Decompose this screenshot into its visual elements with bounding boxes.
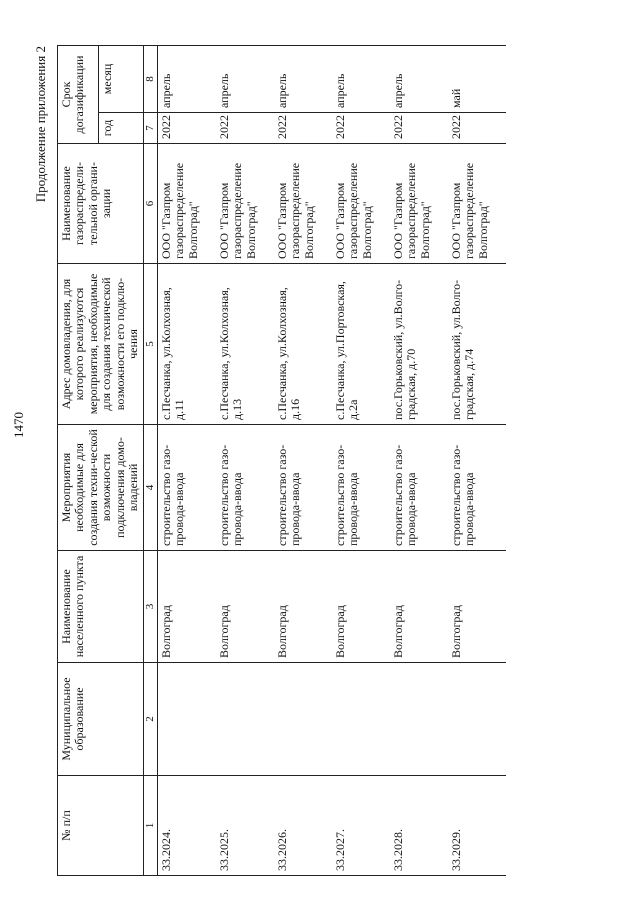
column-number: 3 [143,551,157,663]
row-settlement: Волгоград [332,551,390,663]
table-row [157,45,216,875]
header-settlement: Наименование населенного пункта [58,551,144,663]
table-row [216,45,274,875]
row-measures: строительство газо-провода-ввода [390,425,448,551]
header-address: Адрес домовладения, для которого реализуются мероприятия, необходимые для создания технической возможности его подклю-чения [58,264,144,425]
table-row [332,45,390,875]
row-month: май [448,45,506,112]
row-settlement: Волгоград [216,551,274,663]
column-number: 4 [143,425,157,551]
row-measures: строительство газо-провода-ввода [274,425,332,551]
row-number: 33.2025. [216,776,274,876]
row-address: с.Песчанка, ул.Колхозная, д.16 [274,264,332,425]
row-year: 2022 [157,113,216,144]
row-gas-organization: ООО "Газпром газораспределение Волгоград" [448,144,506,264]
row-year: 2022 [332,113,390,144]
row-municipality [390,663,448,776]
column-number-row [143,45,157,875]
row-municipality [157,663,216,776]
row-number: 33.2026. [274,776,332,876]
row-settlement: Волгоград [157,551,216,663]
row-year: 2022 [274,113,332,144]
column-number: 7 [143,113,157,144]
row-gas-organization: ООО "Газпром газораспределение Волгоград" [332,144,390,264]
header-term: Срок догазификации [58,45,99,143]
row-number: 33.2024. [157,776,216,876]
row-month: апрель [332,45,390,112]
header-month: месяц [99,45,144,112]
column-number: 1 [143,776,157,876]
table-row [390,45,448,875]
page-number: 1470 [11,412,26,438]
header-year: год [99,113,144,144]
gasification-table [57,45,506,876]
row-year: 2022 [448,113,506,144]
header-num: № п/п [58,776,144,876]
row-measures: строительство газо-провода-ввода [216,425,274,551]
row-number: 33.2028. [390,776,448,876]
row-settlement: Волгоград [274,551,332,663]
header-measures: Мероприятия необходимые для создания техни-ческой возможности подключения домо-владений [58,425,144,551]
row-settlement: Волгоград [390,551,448,663]
row-gas-organization: ООО "Газпром газораспределение Волгоград" [274,144,332,264]
column-number: 2 [143,663,157,776]
rotated-page-content [33,46,633,876]
row-municipality [216,663,274,776]
row-measures: строительство газо-провода-ввода [448,425,506,551]
row-number: 33.2029. [448,776,506,876]
header-municipality: Муниципальное образование [58,663,144,776]
row-number: 33.2027. [332,776,390,876]
row-municipality [274,663,332,776]
row-measures: строительство газо-провода-ввода [157,425,216,551]
row-municipality [448,663,506,776]
row-address: с.Песчанка, ул.Колхозная, д.11 [157,264,216,425]
column-number: 5 [143,264,157,425]
row-month: апрель [274,45,332,112]
row-month: апрель [216,45,274,112]
row-year: 2022 [216,113,274,144]
row-gas-organization: ООО "Газпром газораспределение Волгоград" [390,144,448,264]
row-month: апрель [390,45,448,112]
column-number: 8 [143,45,157,112]
row-address: пос.Горьковский, ул.Волго-градская, д.70 [390,264,448,425]
row-year: 2022 [390,113,448,144]
row-gas-organization: ООО "Газпром газораспределение Волгоград" [216,144,274,264]
header-gas-organization: Наименование газораспредели-тельной органи-зации [58,144,144,264]
appendix-continuation-title: Продолжение приложения 2 [33,46,48,203]
row-gas-organization: ООО "Газпром газораспределение Волгоград" [157,144,216,264]
row-measures: строительство газо-провода-ввода [332,425,390,551]
table-row [448,45,506,875]
row-month: апрель [157,45,216,112]
table-row [274,45,332,875]
row-municipality [332,663,390,776]
row-address: с.Песчанка, ул.Портовская, д.2а [332,264,390,425]
row-settlement: Волгоград [448,551,506,663]
row-address: пос.Горьковский, ул.Волго-градская, д.74 [448,264,506,425]
column-number: 6 [143,144,157,264]
row-address: с.Песчанка, ул.Колхозная, д.13 [216,264,274,425]
